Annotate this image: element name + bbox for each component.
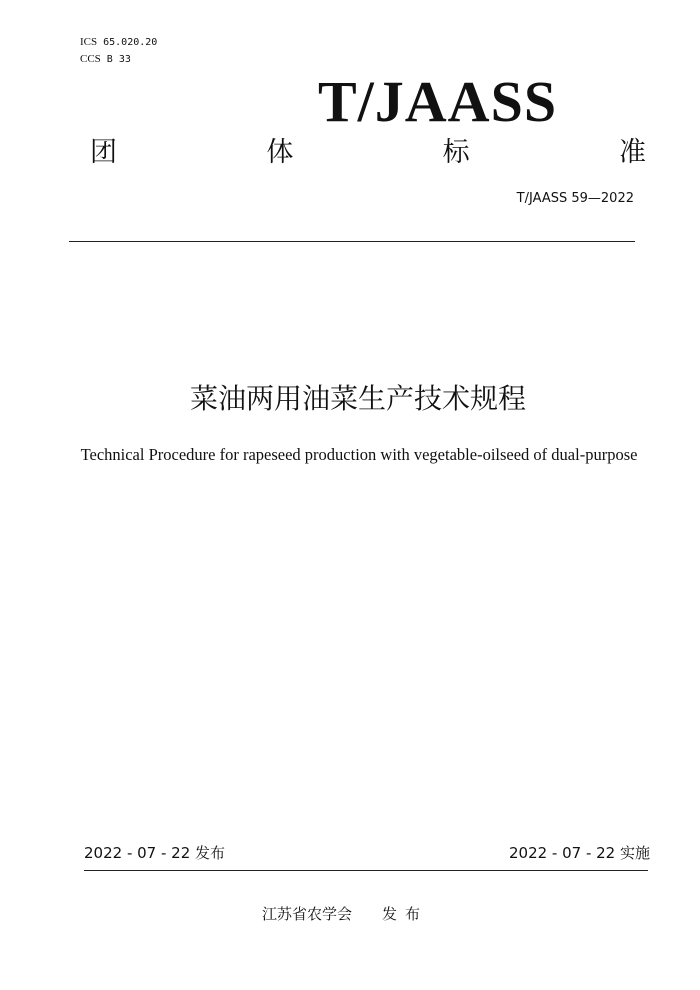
- issue-label: 发布: [382, 905, 429, 923]
- publisher-line: [262, 904, 428, 924]
- organization-mark: T/JAASS: [318, 69, 558, 134]
- document-title-chinese: 菜油两用油菜生产技术规程: [189, 382, 526, 415]
- publisher-name: 江苏省农学会: [262, 905, 353, 923]
- ccs-value: B 33: [106, 54, 131, 65]
- document-title-english: Technical Procedure for rapeseed production with vegetable-oilseed of dual-purpose: [80, 445, 638, 464]
- ics-label: ICS: [80, 36, 98, 48]
- footer-divider: [84, 870, 648, 871]
- standard-type-char: 体: [266, 137, 294, 168]
- header-divider: [69, 241, 635, 242]
- implement-date: 2022 - 07 - 22 实施: [508, 844, 650, 862]
- standard-type-char: 标: [442, 137, 470, 168]
- publish-date: 2022 - 07 - 22 发布: [84, 844, 226, 862]
- standard-type: [90, 136, 646, 170]
- standard-type-char: 团: [90, 137, 117, 168]
- ccs-line: [80, 53, 131, 66]
- standard-number: T/JAASS 59—2022: [516, 191, 634, 206]
- ics-value: 65.020.20: [103, 37, 158, 48]
- standard-type-char: 准: [618, 137, 646, 168]
- ccs-label: CCS: [80, 53, 101, 65]
- ics-line: [80, 36, 157, 49]
